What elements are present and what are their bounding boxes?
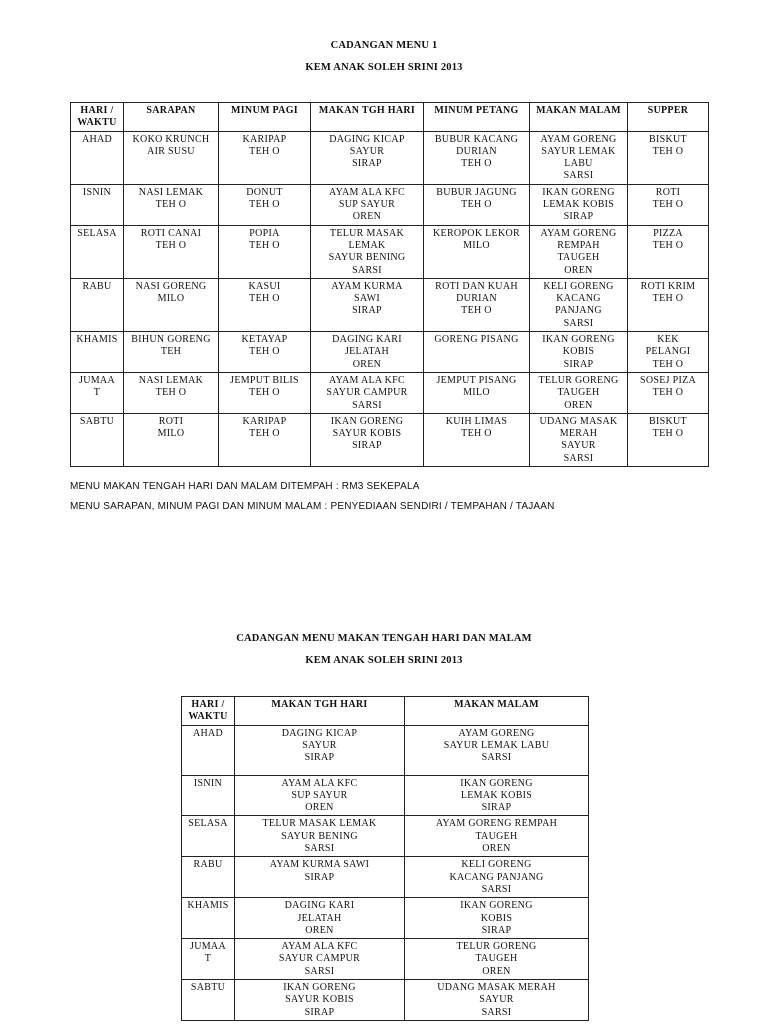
cell-line: MILO bbox=[463, 387, 490, 399]
note-preparation: MENU SARAPAN, MINUM PAGI DAN MINUM MALAM : PENYEDIAAN SENDIRI / TEMPAHAN / TAJAAN bbox=[70, 501, 555, 512]
cell-line: RABU bbox=[82, 280, 112, 292]
cell-line: KARIPAP bbox=[242, 415, 287, 427]
day-cell bbox=[182, 725, 235, 775]
menu-cell bbox=[530, 131, 628, 184]
column-header-makan-malam: MAKAN MALAM bbox=[405, 697, 589, 726]
column-header-minum-petang: MINUM PETANG bbox=[424, 103, 530, 132]
cell-line: AIR SUSU bbox=[147, 145, 195, 157]
cell-line: SIRAP bbox=[563, 211, 594, 223]
menu-cell bbox=[628, 332, 709, 373]
cell-line: TEH O bbox=[461, 158, 492, 170]
cell-line: PIZZA bbox=[653, 227, 683, 239]
menu-cell bbox=[311, 225, 424, 278]
column-header-hari-waktu: HARI / WAKTU bbox=[182, 697, 235, 726]
table-row bbox=[182, 816, 589, 857]
cell-line: JEMPUT BILIS bbox=[230, 374, 299, 386]
cell-line: LABU bbox=[564, 158, 593, 170]
menu1-title: CADANGAN MENU 1 bbox=[330, 40, 438, 51]
cell-line: OREN bbox=[352, 211, 382, 223]
table-row bbox=[182, 939, 589, 980]
cell-line: TEH O bbox=[461, 305, 492, 317]
cell-line: UDANG MASAK MERAH bbox=[437, 982, 556, 994]
cell-line: IKAN GORENG bbox=[542, 186, 615, 198]
cell-line: AYAM ALA KFC bbox=[328, 186, 406, 198]
cell-line: SARSI bbox=[481, 883, 512, 895]
cell-line: SARSI bbox=[304, 965, 335, 977]
note-price: MENU MAKAN TENGAH HARI DAN MALAM DITEMPAH : RM3 SEKEPALA bbox=[70, 481, 420, 492]
day-cell bbox=[71, 131, 124, 184]
cell-line: JUMAA bbox=[190, 941, 226, 953]
menu-cell bbox=[311, 332, 424, 373]
cell-line: AYAM GORENG bbox=[540, 227, 617, 239]
column-header-makan-tgh-hari: MAKAN TGH HARI bbox=[235, 697, 405, 726]
menu2-subtitle: KEM ANAK SOLEH SRINI 2013 bbox=[305, 655, 463, 666]
day-cell bbox=[71, 413, 124, 466]
table-row bbox=[71, 184, 709, 225]
cell-line: JUMAA bbox=[79, 374, 115, 386]
cell-line: OREN bbox=[305, 802, 334, 814]
menu-cell bbox=[530, 278, 628, 331]
menu-cell bbox=[124, 225, 219, 278]
cell-line: BUBUR JAGUNG bbox=[436, 186, 517, 198]
cell-line: SIRAP bbox=[352, 305, 382, 317]
menu-cell bbox=[424, 413, 530, 466]
cell-line: SARSI bbox=[563, 170, 594, 182]
cell-line: SELASA bbox=[188, 818, 228, 830]
cell-line: TELUR MASAK bbox=[329, 227, 405, 239]
menu-cell bbox=[405, 775, 589, 816]
table-row bbox=[182, 898, 589, 939]
cell-line: POPIA bbox=[249, 227, 280, 239]
menu-cell bbox=[405, 816, 589, 857]
cell-line: TEH O bbox=[249, 428, 280, 440]
menu-cell bbox=[311, 184, 424, 225]
menu-cell bbox=[405, 939, 589, 980]
menu-cell bbox=[124, 413, 219, 466]
cell-line: TEH O bbox=[155, 239, 187, 251]
cell-line: KHAMIS bbox=[187, 900, 229, 912]
menu-cell bbox=[124, 372, 219, 413]
menu-cell bbox=[405, 857, 589, 898]
cell-line: SELASA bbox=[77, 227, 117, 239]
menu-cell bbox=[235, 775, 405, 816]
menu-cell bbox=[219, 184, 311, 225]
cell-line: IKAN GORENG bbox=[330, 415, 404, 427]
table-row bbox=[182, 725, 589, 775]
day-cell bbox=[71, 332, 124, 373]
cell-line: ISNIN bbox=[82, 186, 112, 198]
menu-cell bbox=[424, 278, 530, 331]
cell-line: AHAD bbox=[81, 133, 113, 145]
menu-cell bbox=[405, 980, 589, 1021]
cell-line: T bbox=[93, 387, 101, 399]
cell-line: SAYUR bbox=[349, 145, 385, 157]
menu-cell bbox=[219, 225, 311, 278]
table-row bbox=[71, 372, 709, 413]
cell-line: KOBIS bbox=[562, 346, 595, 358]
menu-cell bbox=[311, 413, 424, 466]
cell-line: PANJANG bbox=[555, 305, 602, 317]
cell-line: ROTI bbox=[655, 186, 681, 198]
menu-cell bbox=[219, 278, 311, 331]
menu-cell bbox=[235, 816, 405, 857]
table-row bbox=[71, 225, 709, 278]
table-row bbox=[71, 332, 709, 373]
cell-line: AHAD bbox=[192, 727, 224, 739]
cell-line: SAYUR CAMPUR bbox=[278, 953, 361, 965]
cell-line: LEMAK bbox=[348, 239, 386, 251]
menu2-table bbox=[181, 696, 589, 1021]
day-cell bbox=[182, 898, 235, 939]
cell-line: KEK bbox=[657, 334, 679, 346]
cell-line: AYAM ALA KFC bbox=[281, 941, 358, 953]
cell-line: SIRAP bbox=[304, 752, 335, 764]
cell-line: DONUT bbox=[246, 186, 283, 198]
menu1-subtitle: KEM ANAK SOLEH SRINI 2013 bbox=[305, 62, 463, 73]
cell-line: T bbox=[204, 953, 212, 965]
day-cell bbox=[182, 939, 235, 980]
column-header-makan-tgh-hari: MAKAN TGH HARI bbox=[311, 103, 424, 132]
menu-cell bbox=[530, 225, 628, 278]
cell-line: SIRAP bbox=[481, 802, 512, 814]
cell-line: KOKO KRUNCH bbox=[132, 133, 210, 145]
cell-line: ROTI CANAI bbox=[140, 227, 202, 239]
cell-line: NASI GORENG bbox=[135, 280, 207, 292]
menu1-table bbox=[70, 102, 709, 467]
cell-line: TAUGEH bbox=[557, 387, 600, 399]
cell-line: NASI LEMAK bbox=[138, 186, 204, 198]
menu-cell bbox=[405, 898, 589, 939]
cell-line: UDANG MASAK bbox=[539, 415, 618, 427]
cell-line: BIHUN GORENG bbox=[131, 334, 211, 346]
cell-line: KACANG PANJANG bbox=[449, 871, 544, 883]
cell-line: ROTI DAN KUAH bbox=[435, 280, 518, 292]
cell-line: SARSI bbox=[304, 843, 335, 855]
cell-line: OREN bbox=[305, 924, 334, 936]
cell-line: SIRAP bbox=[352, 158, 382, 170]
cell-line: KETAYAP bbox=[241, 334, 288, 346]
cell-line: MILO bbox=[157, 293, 185, 305]
cell-line: SARSI bbox=[563, 452, 594, 464]
cell-line: AYAM ALA KFC bbox=[328, 374, 406, 386]
cell-line: AYAM KURMA SAWI bbox=[269, 859, 370, 871]
cell-line: KEROPOK LEKOR bbox=[433, 227, 520, 239]
cell-line: ROTI KRIM bbox=[640, 280, 696, 292]
menu-cell bbox=[219, 131, 311, 184]
cell-line: JEMPUT PISANG bbox=[436, 374, 517, 386]
menu-cell bbox=[530, 372, 628, 413]
cell-line: RABU bbox=[193, 859, 223, 871]
table-row bbox=[71, 278, 709, 331]
cell-line: SAYUR CAMPUR bbox=[326, 387, 408, 399]
cell-line: TAUGEH bbox=[557, 252, 600, 264]
day-cell bbox=[71, 184, 124, 225]
cell-line: MILO bbox=[157, 428, 185, 440]
menu-cell bbox=[628, 184, 709, 225]
cell-line: SAYUR LEMAK LABU bbox=[443, 739, 550, 751]
cell-line: SABTU bbox=[190, 982, 226, 994]
cell-line: TEH O bbox=[461, 199, 492, 211]
cell-line: SABTU bbox=[79, 415, 115, 427]
menu-cell bbox=[424, 332, 530, 373]
cell-line: TELUR GORENG bbox=[538, 374, 619, 386]
column-header-minum-pagi: MINUM PAGI bbox=[219, 103, 311, 132]
menu-cell bbox=[628, 131, 709, 184]
cell-line: JELATAH bbox=[344, 346, 390, 358]
cell-line: PELANGI bbox=[645, 346, 691, 358]
day-cell bbox=[71, 278, 124, 331]
cell-line: SIRAP bbox=[352, 440, 382, 452]
menu-cell bbox=[424, 225, 530, 278]
cell-line: SUP SAYUR bbox=[338, 199, 396, 211]
cell-line: TEH bbox=[160, 346, 182, 358]
day-cell bbox=[182, 775, 235, 816]
menu-cell bbox=[219, 332, 311, 373]
cell-line: SAYUR KOBIS bbox=[285, 994, 354, 1006]
cell-line: SARSI bbox=[481, 752, 512, 764]
menu-cell bbox=[235, 898, 405, 939]
column-header-supper: SUPPER bbox=[628, 103, 709, 132]
menu-cell bbox=[311, 131, 424, 184]
cell-line: AYAM GORENG bbox=[458, 727, 535, 739]
menu-cell bbox=[235, 980, 405, 1021]
cell-line: ISNIN bbox=[193, 777, 223, 789]
cell-line: IKAN GORENG bbox=[542, 334, 615, 346]
cell-line: LEMAK KOBIS bbox=[460, 789, 533, 801]
cell-line: TEH O bbox=[249, 293, 280, 305]
cell-line: TEH O bbox=[249, 145, 280, 157]
table-row bbox=[71, 131, 709, 184]
cell-line: TEH O bbox=[652, 428, 684, 440]
cell-line: SAYUR BENING bbox=[328, 252, 406, 264]
cell-line: ROTI bbox=[158, 415, 184, 427]
menu-cell bbox=[124, 278, 219, 331]
cell-line: KHAMIS bbox=[76, 334, 118, 346]
cell-line: TEH O bbox=[155, 387, 187, 399]
table-row bbox=[71, 413, 709, 466]
cell-line: KUIH LIMAS bbox=[445, 415, 508, 427]
cell-line: SAYUR LEMAK bbox=[541, 145, 616, 157]
menu-cell bbox=[235, 857, 405, 898]
cell-line: TAUGEH bbox=[475, 830, 518, 842]
cell-line: IKAN GORENG bbox=[460, 900, 533, 912]
cell-line: KOBIS bbox=[480, 912, 513, 924]
menu-cell bbox=[124, 131, 219, 184]
cell-line: KACANG bbox=[556, 293, 601, 305]
menu-cell bbox=[311, 278, 424, 331]
cell-line: SAYUR bbox=[479, 994, 514, 1006]
cell-line: DURIAN bbox=[456, 145, 497, 157]
cell-line: DAGING KARI bbox=[284, 900, 355, 912]
menu-cell bbox=[530, 184, 628, 225]
cell-line: BISKUT bbox=[649, 415, 687, 427]
cell-line: GORENG PISANG bbox=[434, 334, 519, 346]
table-row bbox=[182, 775, 589, 816]
cell-line: TEH O bbox=[652, 358, 684, 370]
cell-line: REMPAH bbox=[557, 239, 600, 251]
menu-cell bbox=[219, 413, 311, 466]
cell-line: SIRAP bbox=[304, 871, 335, 883]
cell-line: SARSI bbox=[352, 264, 382, 276]
menu-cell bbox=[628, 278, 709, 331]
cell-line: IKAN GORENG bbox=[460, 777, 533, 789]
cell-line: TAUGEH bbox=[475, 953, 518, 965]
menu-cell bbox=[405, 725, 589, 775]
menu-cell bbox=[219, 372, 311, 413]
column-header-hari-waktu: HARI / WAKTU bbox=[71, 103, 124, 132]
menu-cell bbox=[530, 332, 628, 373]
cell-line: JELATAH bbox=[297, 912, 342, 924]
day-cell bbox=[182, 980, 235, 1021]
cell-line: TEH O bbox=[249, 199, 280, 211]
menu-cell bbox=[235, 725, 405, 775]
menu-cell bbox=[311, 372, 424, 413]
cell-line: TELUR GORENG bbox=[456, 941, 537, 953]
cell-line: SARSI bbox=[563, 317, 594, 329]
table-row bbox=[182, 857, 589, 898]
cell-line: BUBUR KACANG bbox=[434, 133, 519, 145]
cell-line: AYAM GORENG bbox=[540, 133, 617, 145]
menu-cell bbox=[424, 372, 530, 413]
column-header-makan-malam: MAKAN MALAM bbox=[530, 103, 628, 132]
cell-line: DAGING KICAP bbox=[329, 133, 405, 145]
cell-line: SARSI bbox=[352, 399, 382, 411]
day-cell bbox=[182, 816, 235, 857]
cell-line: IKAN GORENG bbox=[283, 982, 356, 994]
menu-cell bbox=[628, 225, 709, 278]
cell-line: OREN bbox=[564, 399, 593, 411]
cell-line: SARSI bbox=[481, 1006, 512, 1018]
cell-line: LEMAK KOBIS bbox=[542, 199, 615, 211]
cell-line: TEH O bbox=[652, 199, 684, 211]
menu-cell bbox=[628, 413, 709, 466]
cell-line: TEH O bbox=[461, 428, 492, 440]
cell-line: TEH O bbox=[652, 239, 684, 251]
cell-line: TEH O bbox=[652, 145, 684, 157]
cell-line: TEH O bbox=[652, 293, 684, 305]
cell-line: AYAM ALA KFC bbox=[281, 777, 358, 789]
cell-line: SIRAP bbox=[304, 1006, 335, 1018]
menu-cell bbox=[235, 939, 405, 980]
menu-cell bbox=[424, 184, 530, 225]
cell-line: SIRAP bbox=[563, 358, 594, 370]
cell-line: BISKUT bbox=[649, 133, 687, 145]
cell-line: OREN bbox=[482, 843, 511, 855]
menu2-title: CADANGAN MENU MAKAN TENGAH HARI DAN MALAM bbox=[236, 633, 532, 644]
cell-line: OREN bbox=[564, 264, 593, 276]
cell-line: SAYUR bbox=[561, 440, 596, 452]
cell-line: KELI GORENG bbox=[543, 280, 614, 292]
cell-line: TEH O bbox=[249, 239, 280, 251]
cell-line: OREN bbox=[482, 965, 511, 977]
cell-line: DAGING KARI bbox=[332, 334, 402, 346]
menu-cell bbox=[124, 184, 219, 225]
menu-cell bbox=[424, 131, 530, 184]
cell-line: TELUR MASAK LEMAK bbox=[262, 818, 377, 830]
day-cell bbox=[182, 857, 235, 898]
day-cell bbox=[71, 225, 124, 278]
cell-line: SAYUR bbox=[302, 739, 337, 751]
cell-line: DAGING KICAP bbox=[281, 727, 358, 739]
menu-cell bbox=[628, 372, 709, 413]
cell-line: KASUI bbox=[248, 280, 281, 292]
cell-line: OREN bbox=[352, 358, 382, 370]
menu-cell bbox=[124, 332, 219, 373]
cell-line: SAYUR BENING bbox=[281, 830, 358, 842]
table-row bbox=[182, 980, 589, 1021]
cell-line: SIRAP bbox=[481, 924, 512, 936]
cell-line: MERAH bbox=[559, 428, 598, 440]
column-header-sarapan: SARAPAN bbox=[124, 103, 219, 132]
day-cell bbox=[71, 372, 124, 413]
cell-line: AYAM GORENG REMPAH bbox=[435, 818, 558, 830]
cell-line: MILO bbox=[463, 239, 490, 251]
cell-line: TEH O bbox=[249, 346, 280, 358]
cell-line: SOSEJ PIZA bbox=[639, 374, 697, 386]
cell-line: SAYUR KOBIS bbox=[332, 428, 402, 440]
cell-line: KARIPAP bbox=[242, 133, 287, 145]
cell-line: KELI GORENG bbox=[461, 859, 532, 871]
cell-line: AYAM KURMA bbox=[331, 280, 403, 292]
menu-cell bbox=[530, 413, 628, 466]
cell-line: TEH O bbox=[155, 199, 187, 211]
cell-line: NASI LEMAK bbox=[138, 374, 204, 386]
cell-line: TEH O bbox=[652, 387, 684, 399]
cell-line: SUP SAYUR bbox=[291, 789, 348, 801]
cell-line: DURIAN bbox=[456, 293, 497, 305]
cell-line: TEH O bbox=[249, 387, 280, 399]
cell-line: SAWI bbox=[354, 293, 380, 305]
